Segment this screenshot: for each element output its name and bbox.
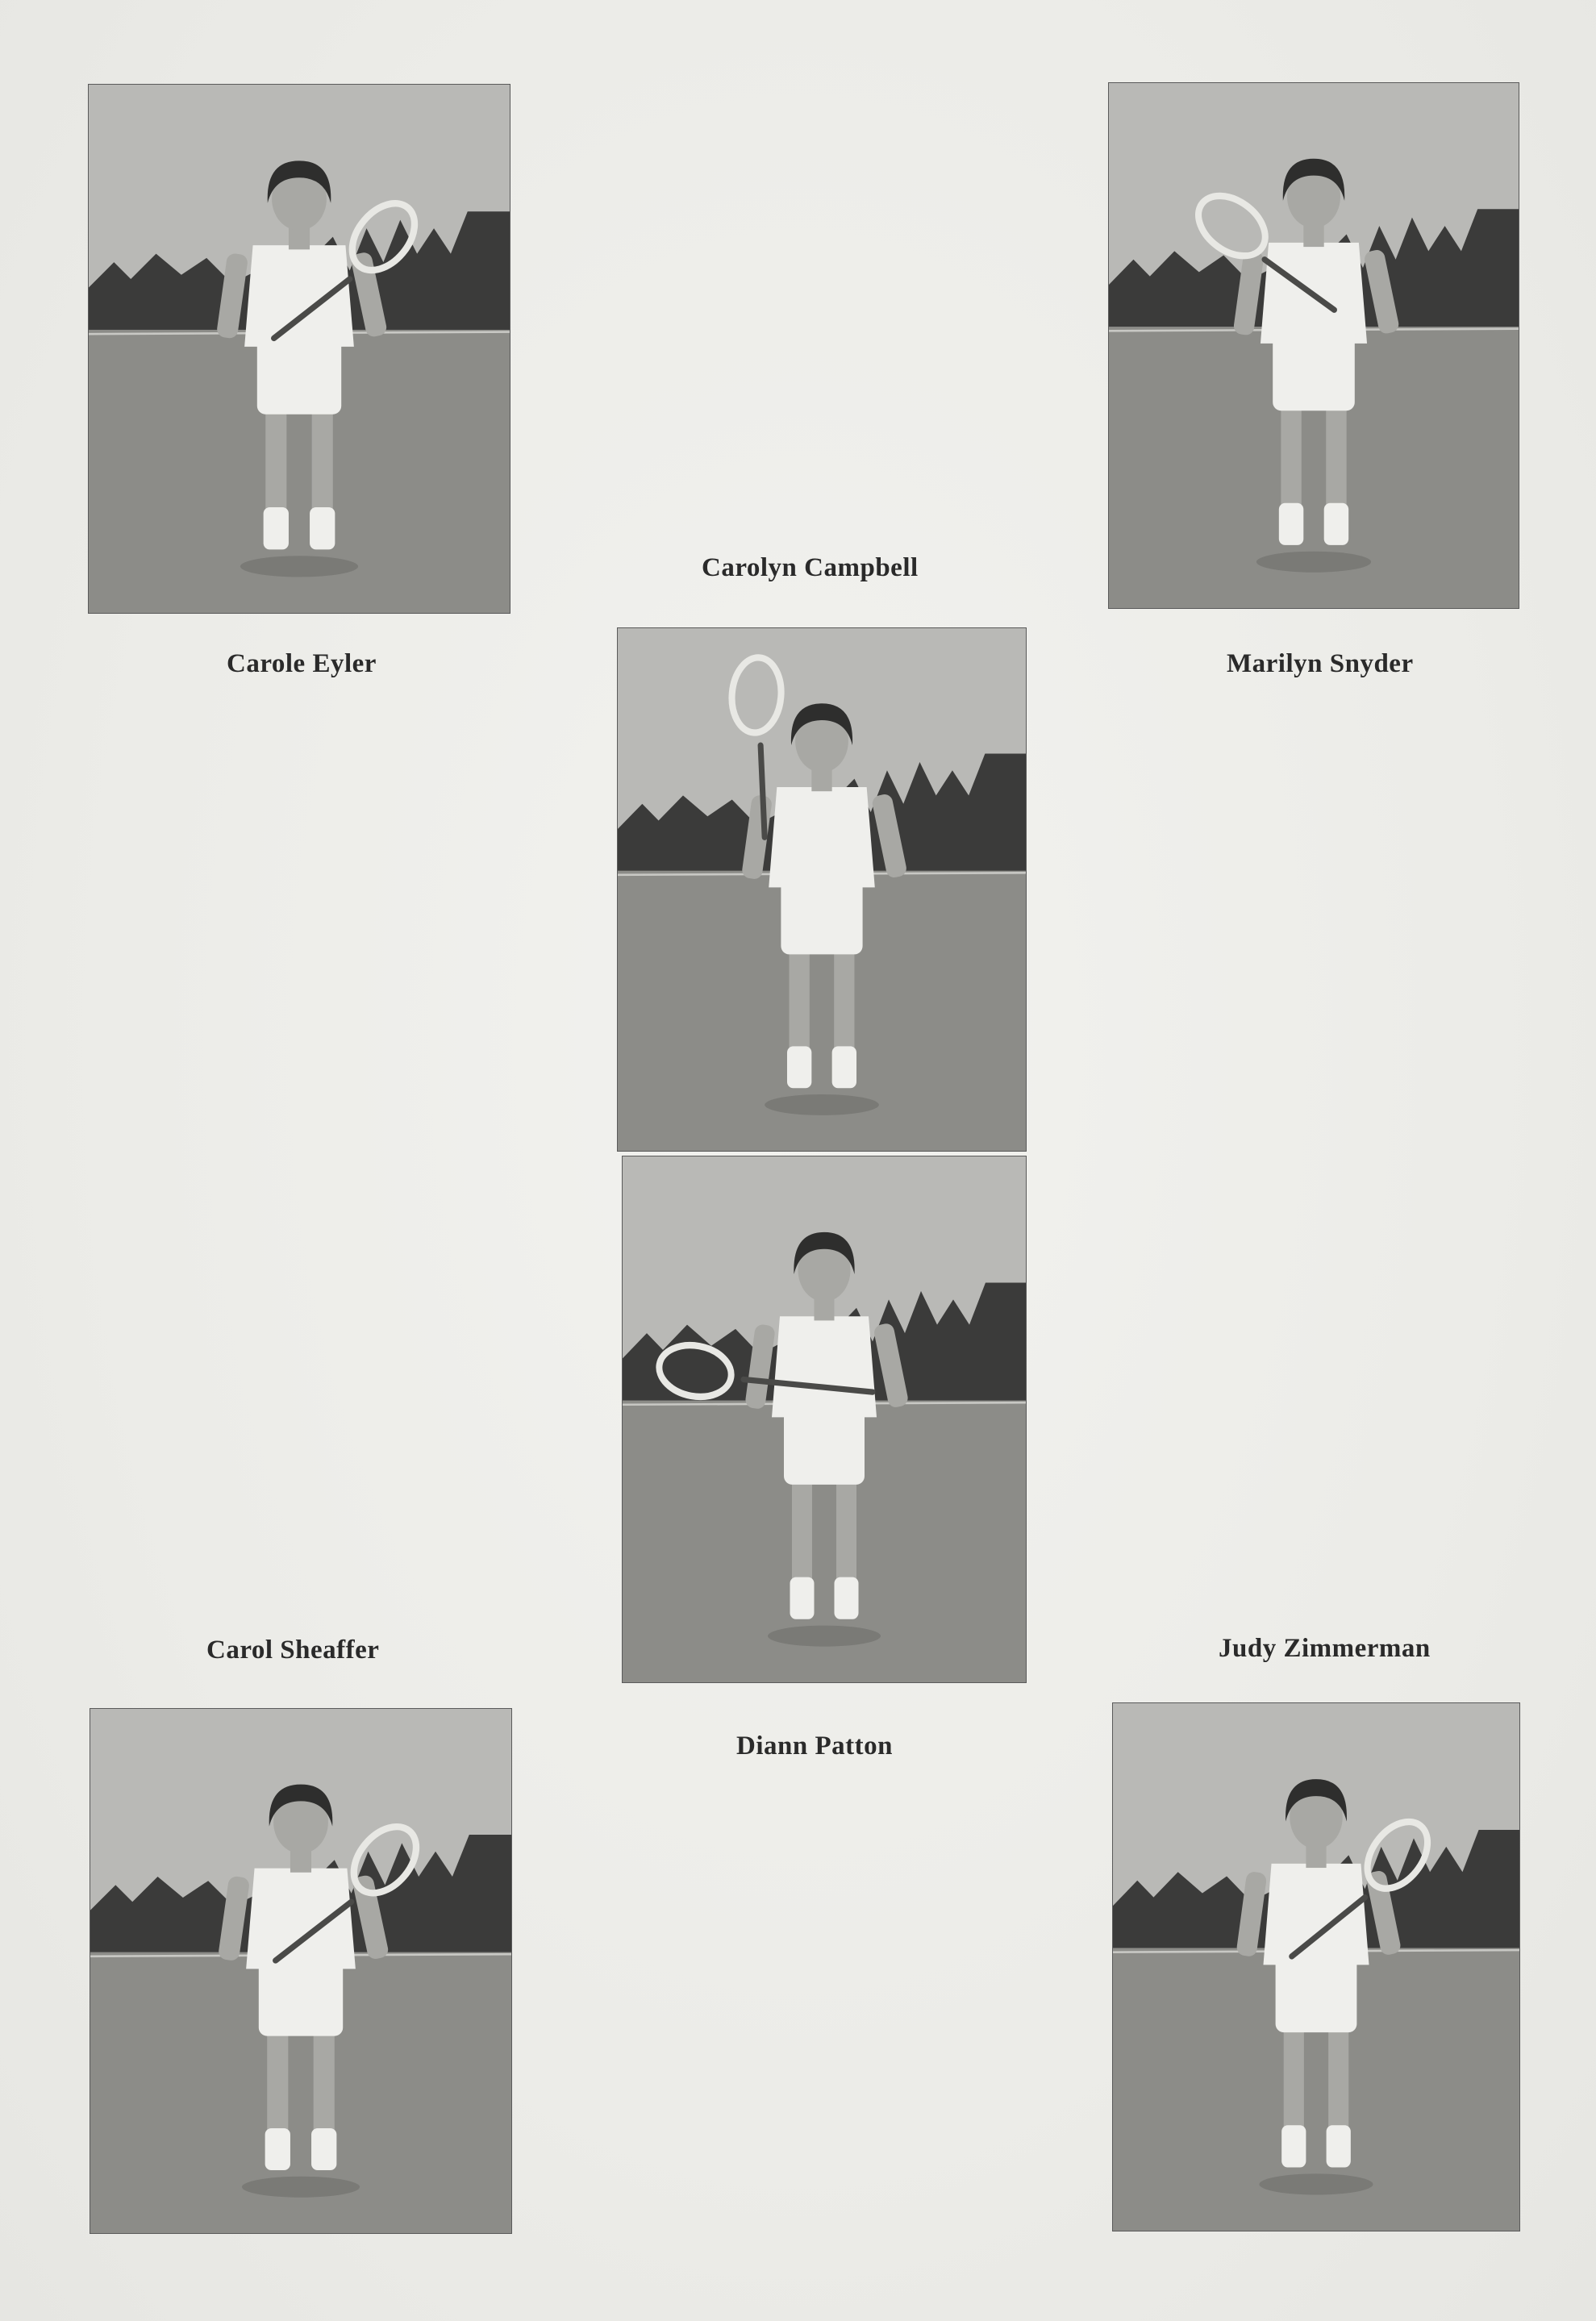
photo-judy-zimmerman bbox=[1113, 1703, 1519, 2231]
shadow bbox=[240, 556, 358, 577]
left-leg bbox=[267, 2027, 288, 2145]
right-leg bbox=[314, 2027, 335, 2145]
left-sock bbox=[790, 1577, 815, 1619]
right-sock bbox=[832, 1046, 856, 1088]
shadow bbox=[242, 2177, 360, 2198]
left-sock bbox=[1281, 2125, 1306, 2167]
caption-diann-patton: Diann Patton bbox=[736, 1731, 893, 1761]
photo-diann-patton bbox=[623, 1156, 1026, 1682]
blouse bbox=[246, 1869, 356, 1969]
racket-handle bbox=[760, 745, 765, 837]
left-sock bbox=[264, 507, 289, 549]
photo-marilyn-snyder bbox=[1109, 83, 1519, 608]
shorts bbox=[781, 879, 862, 954]
right-sock bbox=[1324, 503, 1348, 545]
player-photo-carol-sheaffer bbox=[90, 1709, 511, 2233]
left-sock bbox=[265, 2128, 290, 2170]
shorts bbox=[784, 1409, 865, 1485]
blouse bbox=[769, 787, 875, 887]
player-photo-carole-eyler bbox=[89, 85, 510, 613]
blouse bbox=[772, 1316, 877, 1417]
shadow bbox=[1259, 2173, 1373, 2194]
shorts bbox=[1276, 1956, 1357, 2032]
left-leg bbox=[1284, 2024, 1304, 2142]
right-sock bbox=[835, 1577, 859, 1619]
caption-carolyn-campbell: Carolyn Campbell bbox=[702, 553, 919, 582]
left-sock bbox=[1279, 503, 1303, 545]
photo-carole-eyler bbox=[89, 85, 510, 613]
shadow bbox=[768, 1626, 881, 1647]
caption-carol-sheaffer: Carol Sheaffer bbox=[206, 1636, 380, 1665]
left-leg bbox=[265, 406, 286, 524]
left-leg bbox=[1281, 402, 1301, 520]
photo-carolyn-campbell bbox=[618, 628, 1026, 1151]
player-photo-judy-zimmerman bbox=[1113, 1703, 1519, 2231]
left-leg bbox=[792, 1476, 812, 1594]
right-sock bbox=[311, 2128, 336, 2170]
player-photo-diann-patton bbox=[623, 1156, 1026, 1682]
right-leg bbox=[836, 1476, 856, 1594]
right-sock bbox=[1327, 2125, 1351, 2167]
caption-marilyn-snyder: Marilyn Snyder bbox=[1227, 649, 1414, 678]
left-leg bbox=[790, 946, 810, 1063]
blouse bbox=[1263, 1864, 1369, 1965]
left-sock bbox=[787, 1046, 811, 1088]
right-leg bbox=[1328, 2024, 1348, 2142]
right-sock bbox=[310, 507, 335, 549]
caption-judy-zimmerman: Judy Zimmerman bbox=[1219, 1634, 1431, 1663]
shadow bbox=[1256, 552, 1371, 573]
shorts bbox=[1273, 335, 1355, 410]
shorts bbox=[259, 1961, 343, 2036]
blouse bbox=[244, 245, 354, 347]
right-leg bbox=[834, 946, 854, 1063]
right-leg bbox=[312, 406, 333, 524]
caption-carole-eyler: Carole Eyler bbox=[227, 649, 377, 678]
player-photo-carolyn-campbell bbox=[618, 628, 1026, 1151]
right-leg bbox=[1326, 402, 1346, 520]
shadow bbox=[765, 1094, 879, 1115]
photo-carol-sheaffer bbox=[90, 1709, 511, 2233]
player-photo-marilyn-snyder bbox=[1109, 83, 1519, 608]
shorts bbox=[257, 338, 341, 414]
